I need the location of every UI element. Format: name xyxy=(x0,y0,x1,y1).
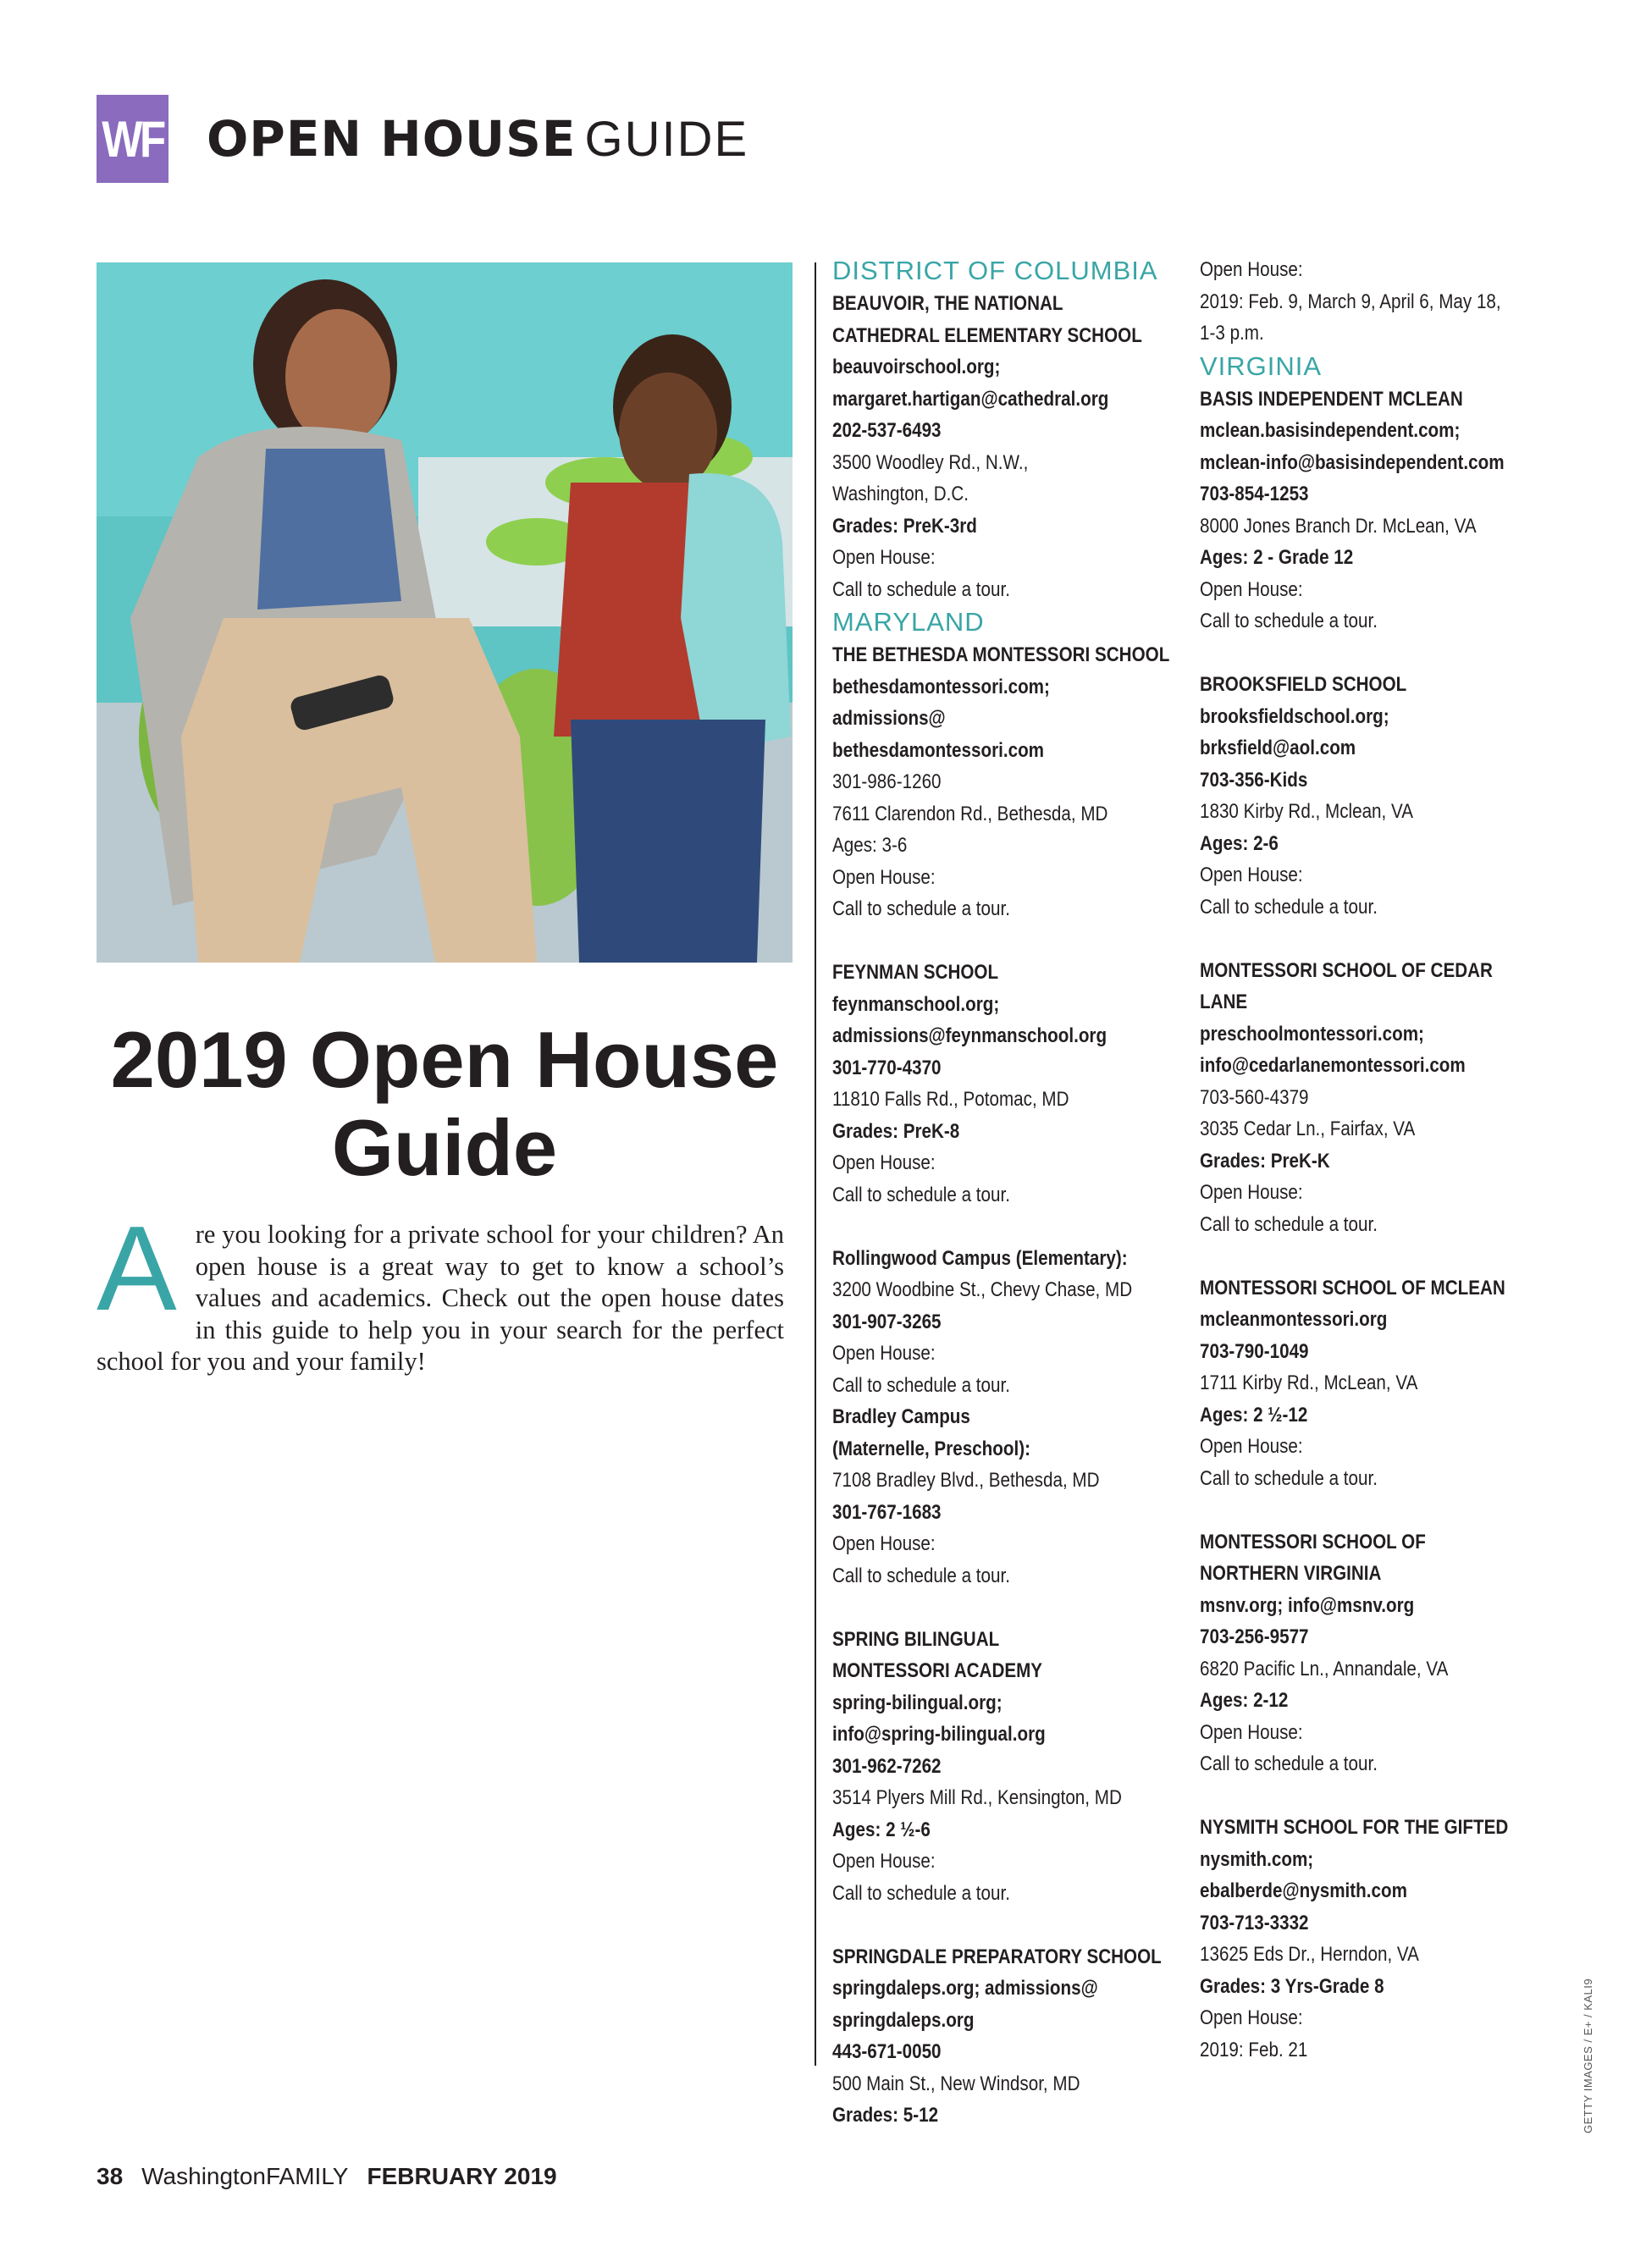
drop-cap: A xyxy=(97,1201,177,1336)
listing-line-bold: SPRING BILINGUAL xyxy=(832,1627,1000,1651)
listing-line: Call to schedule a tour. xyxy=(832,1564,1010,1587)
listing-line-bold: CATHEDRAL ELEMENTARY SCHOOL xyxy=(832,323,1142,347)
listing-spacer xyxy=(832,1211,1196,1243)
listing-line-bold: 703-256-9577 xyxy=(1200,1625,1309,1648)
listing-line-bold: Ages: 2 ½-6 xyxy=(832,1818,931,1841)
listing-line: Call to schedule a tour. xyxy=(1200,1212,1378,1236)
photo-illustration xyxy=(97,262,793,963)
listing-line-bold: 301-770-4370 xyxy=(832,1056,942,1079)
listing-line-bold: info@spring-bilingual.org xyxy=(832,1723,1046,1746)
listing-line: Open House: xyxy=(1200,1181,1303,1204)
listing-line: 7108 Bradley Blvd., Bethesda, MD xyxy=(832,1469,1100,1492)
listing-line: 13625 Eds Dr., Herndon, VA xyxy=(1200,1943,1419,1966)
listing-line: Open House: xyxy=(832,865,936,889)
listing-spacer xyxy=(1200,923,1564,955)
listing-line: Call to schedule a tour. xyxy=(832,1373,1010,1397)
listing-line-bold: Grades: 3 Yrs-Grade 8 xyxy=(1200,1974,1384,1998)
listing-line: 11810 Falls Rd., Potomac, MD xyxy=(832,1088,1069,1111)
section-title-bold: OPEN HOUSE xyxy=(207,110,577,168)
listing-line-bold: beauvoirschool.org; xyxy=(832,356,1001,378)
listing-line: Ages: 3-6 xyxy=(832,834,908,857)
listing-line: 3500 Woodley Rd., N.W., xyxy=(832,450,1029,474)
listing-line: Call to schedule a tour. xyxy=(832,1881,1010,1905)
listing-line: 1830 Kirby Rd., Mclean, VA xyxy=(1200,800,1414,823)
listing-line: 500 Main St., New Windsor, MD xyxy=(832,2072,1080,2095)
listing-line: 3514 Plyers Mill Rd., Kensington, MD xyxy=(832,1786,1122,1809)
listing-line-bold: bethesdamontessori.com; xyxy=(832,675,1050,698)
listing-line-bold: mclean-info@basisindependent.com xyxy=(1200,450,1505,474)
region-heading: VIRGINIA xyxy=(1200,350,1323,381)
listing-line-bold: mclean.basisindependent.com; xyxy=(1200,419,1461,442)
listing-line-bold: LANE xyxy=(1200,991,1248,1013)
listing-line: Call to schedule a tour. xyxy=(1200,1752,1378,1775)
listing-line: Open House: xyxy=(1200,577,1303,601)
listing-line-bold: msnv.org; info@msnv.org xyxy=(1200,1593,1415,1617)
listing-spacer xyxy=(1200,1494,1564,1526)
listing-line: Call to schedule a tour. xyxy=(832,1183,1010,1206)
listing-line: Call to schedule a tour. xyxy=(1200,895,1378,919)
issue-date: FEBRUARY 2019 xyxy=(367,2163,557,2189)
listing-line-bold: 301-907-3265 xyxy=(832,1310,942,1333)
listing-line-bold: SPRINGDALE PREPARATORY SCHOOL xyxy=(832,1945,1162,1968)
listing-line: Call to schedule a tour. xyxy=(832,577,1010,601)
listing-line-bold: 443-671-0050 xyxy=(832,2040,942,2063)
listing-line-bold: MONTESSORI SCHOOL OF CEDAR xyxy=(1200,958,1493,982)
listing-line-bold: bethesdamontessori.com xyxy=(832,738,1045,762)
listing-line-bold: Grades: 5-12 xyxy=(832,2104,939,2127)
listing-line-bold: margaret.hartigan@cathedral.org xyxy=(832,387,1109,411)
listing-line: 8000 Jones Branch Dr. McLean, VA xyxy=(1200,514,1477,538)
listing-line-bold: 202-537-6493 xyxy=(832,419,942,442)
listing-line: Call to schedule a tour. xyxy=(1200,1466,1378,1490)
listing-line-bold: MONTESSORI SCHOOL OF MCLEAN xyxy=(1200,1276,1505,1300)
listing-line-bold: NORTHERN VIRGINIA xyxy=(1200,1562,1382,1585)
listing-line: 301-986-1260 xyxy=(832,770,942,793)
listing-line: Open House: xyxy=(832,1532,936,1555)
listing-line-bold: Ages: 2 - Grade 12 xyxy=(1200,546,1354,569)
listing-line-bold: Bradley Campus xyxy=(832,1405,970,1428)
article-title-line1: 2019 Open House xyxy=(110,1015,779,1104)
listing-line: 7611 Clarendon Rd., Bethesda, MD xyxy=(832,802,1108,825)
listing-line-bold: BROOKSFIELD SCHOOL xyxy=(1200,673,1407,696)
listing-line-bold: feynmanschool.org; xyxy=(832,992,1000,1016)
listing-line-bold: 301-767-1683 xyxy=(832,1500,942,1524)
listing-line: 6820 Pacific Ln., Annandale, VA xyxy=(1200,1657,1449,1680)
listing-line: 1-3 p.m. xyxy=(1200,322,1264,345)
listing-line-bold: Grades: PreK-K xyxy=(1200,1149,1330,1173)
listing-line-bold: Rollingwood Campus (Elementary): xyxy=(832,1246,1128,1270)
listing-line-bold: MONTESSORI SCHOOL OF xyxy=(1200,1530,1426,1553)
listing-line-bold: FEYNMAN SCHOOL xyxy=(832,961,999,984)
listing-spacer xyxy=(1200,1780,1564,1813)
listing-line-bold: brksfield@aol.com xyxy=(1200,737,1356,759)
listing-line: 3035 Cedar Ln., Fairfax, VA xyxy=(1200,1117,1416,1140)
listing-line: Call to schedule a tour. xyxy=(832,897,1010,920)
listing-line: 3200 Woodbine St., Chevy Chase, MD xyxy=(832,1278,1133,1301)
listing-line-bold: admissions@feynmanschool.org xyxy=(832,1024,1107,1047)
listing-line-bold: admissions@ xyxy=(832,707,946,730)
listing-line: 703-560-4379 xyxy=(1200,1085,1309,1109)
listing-line-bold: NYSMITH SCHOOL FOR THE GIFTED xyxy=(1200,1816,1509,1839)
listing-line-bold: Ages: 2-6 xyxy=(1200,831,1279,855)
listing-line-bold: Ages: 2-12 xyxy=(1200,1689,1289,1712)
school-listings-right-column xyxy=(1200,254,1564,2066)
listing-line-bold: mcleanmontessori.org xyxy=(1200,1308,1388,1331)
listing-spacer xyxy=(1200,1240,1564,1272)
listing-line: Washington, D.C. xyxy=(832,483,969,505)
listing-line: Call to schedule a tour. xyxy=(1200,610,1378,632)
listing-line-bold: THE BETHESDA MONTESSORI SCHOOL xyxy=(832,643,1170,666)
region-heading: MARYLAND xyxy=(832,607,985,637)
listing-line-bold: Grades: PreK-8 xyxy=(832,1119,960,1143)
wf-logo: WF xyxy=(97,95,168,183)
listing-line-bold: springdaleps.org; admissions@ xyxy=(832,1977,1098,2000)
listing-line: Open House: xyxy=(832,1850,936,1873)
article-title xyxy=(97,1016,793,1192)
listing-line: Open House: xyxy=(1200,864,1303,886)
listing-spacer xyxy=(1200,637,1564,670)
magazine-name: WashingtonFAMILY xyxy=(141,2163,349,2189)
listing-line-bold: BASIS INDEPENDENT MCLEAN xyxy=(1200,387,1463,411)
listing-line: Open House: xyxy=(1200,2006,1303,2029)
intro-paragraph xyxy=(97,1201,784,1378)
school-listings-left-column xyxy=(832,254,1196,2132)
listing-line-bold: springdaleps.org xyxy=(832,2008,975,2032)
listing-line-bold: Grades: PreK-3rd xyxy=(832,514,977,538)
region-heading: DISTRICT OF COLUMBIA xyxy=(832,256,1158,285)
listing-spacer xyxy=(832,925,1196,957)
teacher-and-child-photo xyxy=(97,262,793,963)
listing-line: 1711 Kirby Rd., McLean, VA xyxy=(1200,1371,1418,1394)
intro-text: re you looking for a private school for your children? An open house is a great way to get to know a school’s values and academics. Check out the open house dates in this guide to help you in your search for the perfect school for you and your family! xyxy=(97,1220,784,1376)
page-header xyxy=(97,95,748,183)
listing-line: 2019: Feb. 21 xyxy=(1200,2038,1308,2061)
listing-line-bold: nysmith.com; xyxy=(1200,1847,1314,1871)
listing-line: Open House: xyxy=(832,1151,936,1174)
listing-line-bold: 703-356-Kids xyxy=(1200,768,1308,792)
listing-line-bold: brooksfieldschool.org; xyxy=(1200,704,1389,728)
listing-line-bold: 301-962-7262 xyxy=(832,1754,942,1778)
article-title-line2: Guide xyxy=(331,1103,558,1192)
listing-line: Open House: xyxy=(1200,1435,1303,1458)
page-number: 38 xyxy=(97,2163,124,2189)
photo-credit: GETTY IMAGES / E+ / KALI9 xyxy=(1582,1978,1594,2133)
listing-line: 2019: Feb. 9, March 9, April 6, May 18, xyxy=(1200,290,1501,313)
listing-line-bold: preschoolmontessori.com; xyxy=(1200,1022,1424,1046)
listing-line-bold: BEAUVOIR, THE NATIONAL xyxy=(832,292,1063,315)
listing-line-bold: ebalberde@nysmith.com xyxy=(1200,1879,1407,1902)
listing-line-bold: Ages: 2 ½-12 xyxy=(1200,1403,1308,1426)
listing-line-bold: 703-713-3332 xyxy=(1200,1911,1309,1934)
page-footer xyxy=(97,2163,557,2190)
listing-line: Open House: xyxy=(832,1342,936,1365)
listing-line-bold: 703-790-1049 xyxy=(1200,1339,1309,1363)
listing-line-bold: 703-854-1253 xyxy=(1200,483,1309,505)
listing-line-bold: (Maternelle, Preschool): xyxy=(832,1437,1030,1460)
listing-line: Open House: xyxy=(1200,258,1303,281)
listing-line: Open House: xyxy=(832,546,936,569)
listing-line: Open House: xyxy=(1200,1720,1303,1744)
section-title-light: GUIDE xyxy=(584,112,749,167)
section-title xyxy=(207,110,748,168)
column-divider xyxy=(815,262,816,2066)
listing-spacer xyxy=(832,1592,1196,1624)
listing-line-bold: spring-bilingual.org; xyxy=(832,1691,1003,1714)
listing-spacer xyxy=(832,1909,1196,1941)
listing-line-bold: info@cedarlanemontessori.com xyxy=(1200,1054,1466,1077)
listing-line-bold: MONTESSORI ACADEMY xyxy=(832,1659,1043,1682)
